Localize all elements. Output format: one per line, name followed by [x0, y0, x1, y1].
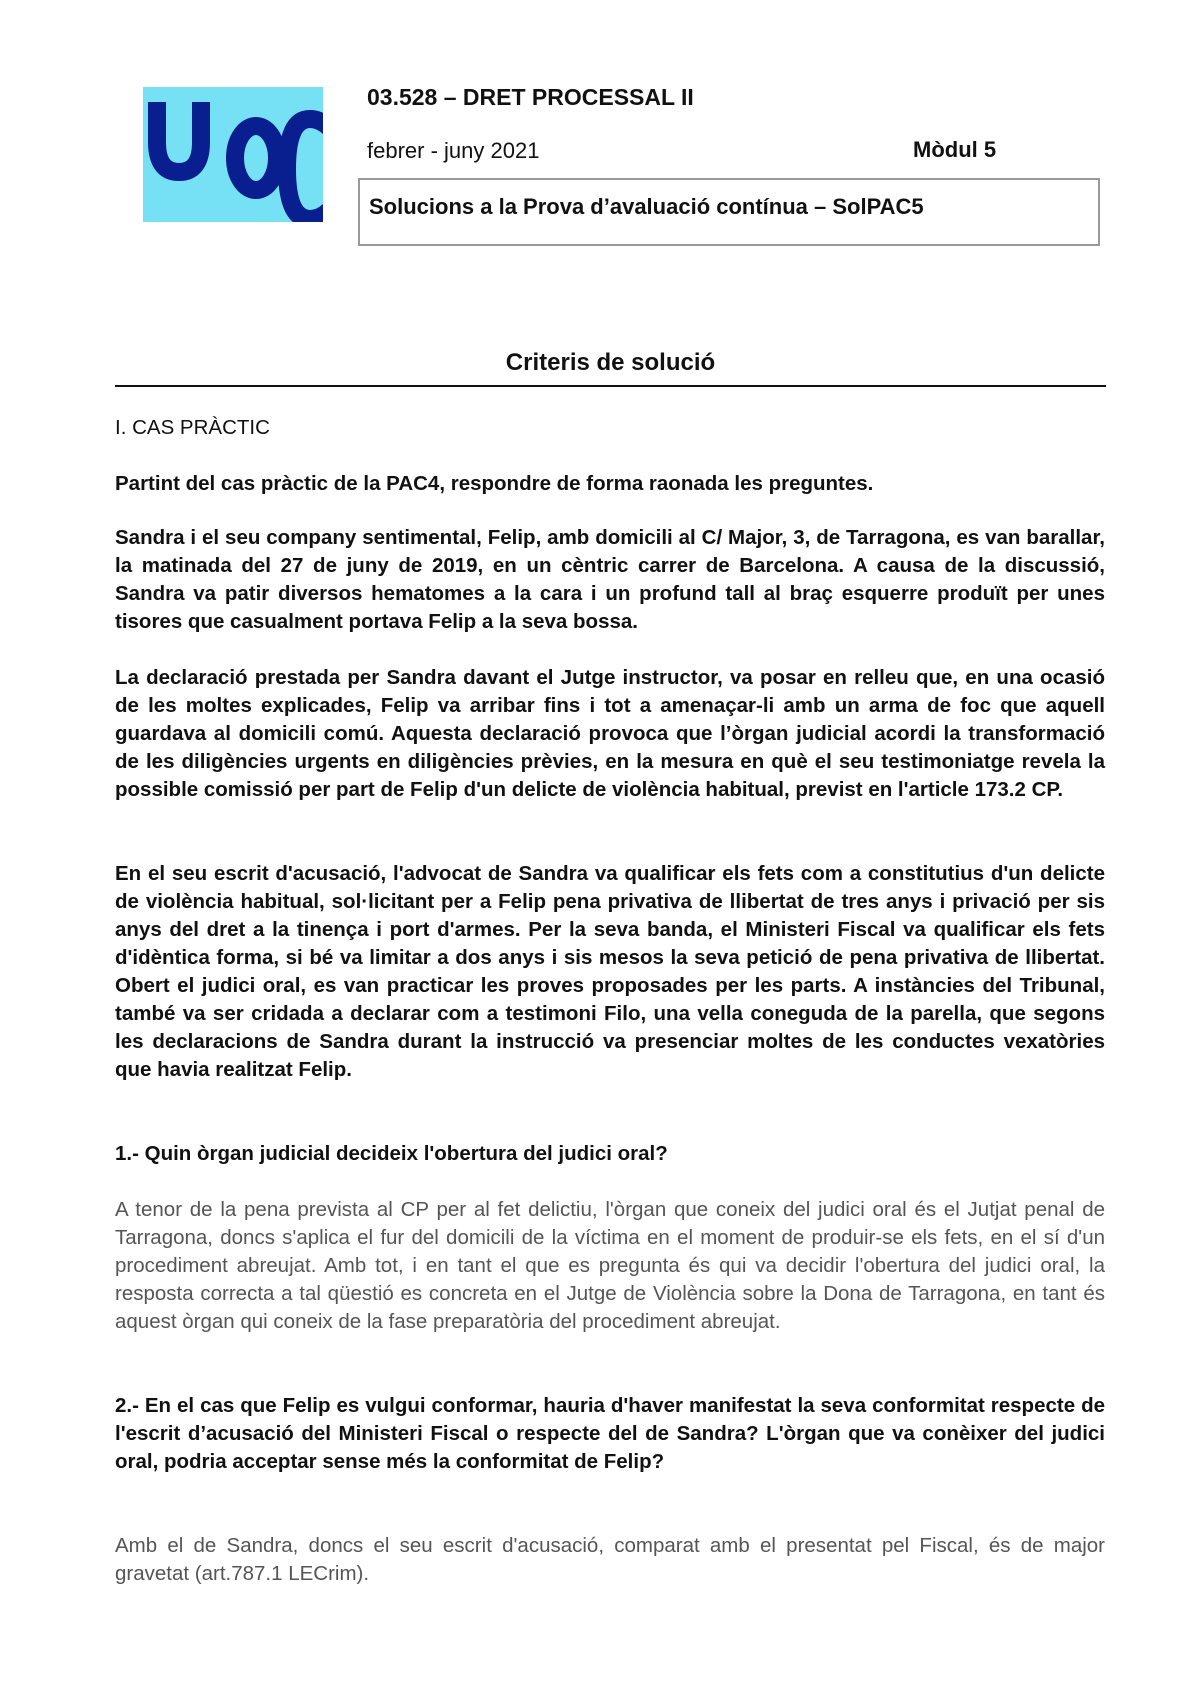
- answer-1: A tenor de la pena prevista al CP per al fet delictiu, l'òrgan que coneix del judici oral és el Jutjat penal de Tarragona, doncs s'aplica el fur del domicili de la víctima en el moment de produir-se els fets, en el sí d'un procediment abreujat. Amb tot, i en tant el que es pregunta és qui va decidir l'obertura del judici oral, la resposta correcta a tal qüestió es concreta en el Jutge de Violència sobre la Dona de Tarragona, en tant és aquest òrgan qui coneix de la fase preparatòria del procediment abreujat.: [115, 1198, 1105, 1333]
- case-paragraph: La declaració prestada per Sandra davant el Jutge instructor, va posar en relleu que, en una ocasió de les moltes explicades, Felip va arribar fins i tot a amenaçar-li amb un arma de foc que aquell guardava al domicili comú. Aquesta declaració provoca que l’òrgan judicial acordi la transformació de les diligències urgents en diligències prèvies, en la mesura en què el seu testimoniatge revela la possible comissió per part de Felip d'un delicte de violència habitual, previst en l'article 173.2 CP.: [115, 666, 1105, 801]
- module-label: Mòdul 5: [913, 137, 997, 162]
- course-code: 03.528 – DRET PROCESSAL II: [367, 84, 694, 110]
- pac-title: Solucions a la Prova d’avaluació contínua – SolPAC5: [369, 194, 924, 219]
- case-paragraph: En el seu escrit d'acusació, l'advocat de Sandra va qualificar els fets com a constitutius d'un delicte de violència habitual, sol·licitant per a Felip pena privativa de llibertat de tres anys i privació per sis anys del dret a la tinença i port d'armes. Per la seva banda, el Ministeri Fiscal va qualificar els fets d'idèntica forma, si bé va limitar a dos anys i sis mesos la seva petició de pena privativa de llibertat. Obert el judici oral, es van practicar les proves proposades per les parts. A instàncies del Tribunal, també va ser cridada a declarar com a testimoni Filo, una vella coneguda de la parella, que segons les declaracions de Sandra durant la instrucció va presenciar moltes de les conductes vexatòries que havia realitzat Felip.: [115, 862, 1105, 1081]
- case-paragraph: Sandra i el seu company sentimental, Felip, amb domicili al C/ Major, 3, de Tarragona, es van barallar, la matinada del 27 de juny de 2019, en un cèntric carrer de Barcelona. A causa de la discussió, Sandra va patir diversos hematomes a la cara i un profund tall al braç esquerre produït per unes tisores que casualment portava Felip a la seva bossa.: [115, 526, 1105, 633]
- section-divider: [115, 385, 1106, 387]
- uoc-logo-letters: [143, 87, 323, 222]
- question-2: 2.- En el cas que Felip es vulgui conformar, hauria d'haver manifestat la seva conformitat respecte de l'escrit d’acusació del Ministeri Fiscal o respecte del de Sandra? L'òrgan que va conèixer del judici oral, podria acceptar sense més la conformitat de Felip?: [115, 1394, 1105, 1473]
- case-instructions: Partint del cas pràctic de la PAC4, respondre de forma raonada les preguntes.: [115, 472, 874, 495]
- pac-title-box: [358, 178, 1100, 246]
- section-title: Criteris de solució: [505, 349, 716, 376]
- answer-2: Amb el de Sandra, doncs el seu escrit d'acusació, comparat amb el presentat pel Fiscal, és de major gravetat (art.787.1 LECrim).: [115, 1534, 1105, 1585]
- semester: febrer - juny 2021: [367, 138, 540, 163]
- question-1: 1.- Quin òrgan judicial decideix l'obertura del judici oral?: [115, 1142, 668, 1165]
- uoc-logo: [143, 87, 323, 222]
- case-title: I. CAS PRÀCTIC: [115, 416, 270, 439]
